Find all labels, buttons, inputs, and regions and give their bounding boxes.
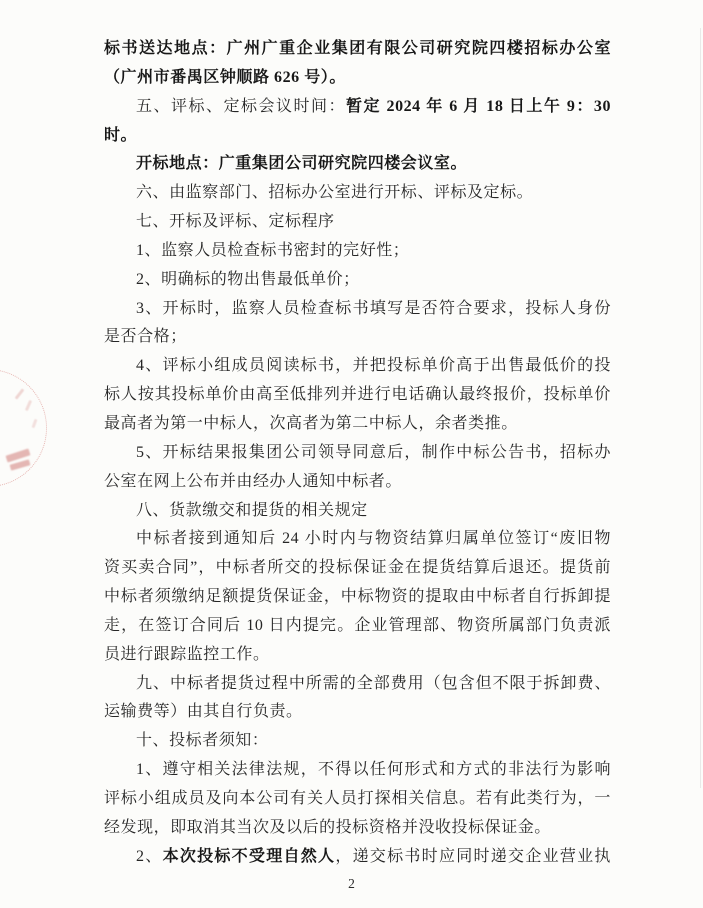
scanner-edge-artifact [700,28,701,788]
text-run: 评标小组成员及向本公司有关人员打探相关信息。若有此类行为，一 [104,789,611,807]
text-run: 运输费等）由其自行负责。 [104,703,303,721]
text-line [104,208,611,237]
text-line [104,583,611,612]
text-line [104,814,611,843]
text-line [104,612,611,641]
text-run: 员进行跟踪监控工作。 [104,645,270,663]
text-line [104,352,611,381]
text-line [104,698,611,727]
text-run: 七、开标及评标、定标程序 [136,213,335,231]
text-line [104,179,611,208]
text-run: 走，在签订合同后 10 日内提完。企业管理部、物资所属部门负责派 [104,616,611,634]
text-line [104,122,611,151]
text-line [104,497,611,526]
text-run: 六、由监察部门、招标办公室进行开标、评标及定标。 [136,184,534,202]
text-run: 2、 [136,847,163,865]
text-line [104,785,611,814]
text-run: 标人按其投标单价由高至低排列并进行电话确认最终报价，投标单价 [104,386,611,404]
text-run: 是否合格； [104,328,187,346]
red-seal-stamp [0,369,47,487]
text-run: 九、中标者提货过程中所需的全部费用（包含但不限于拆卸费、 [136,674,611,692]
text-line [104,150,611,179]
text-run: 4、评标小组成员阅读标书，并把投标单价高于出售最低价的投 [136,357,611,375]
seal-glyph-mark [32,419,38,428]
text-run: 1、监察人员检查标书密封的完好性； [136,241,410,259]
text-line [104,843,611,872]
text-run: 中标者接到通知后 24 小时内与物资结算归属单位签订“废旧物 [136,530,611,548]
document-body [104,35,611,871]
text-line [104,554,611,583]
text-run: 八、货款缴交和提货的相关规定 [136,501,368,519]
seal-glyph-mark [10,459,31,470]
text-line [104,323,611,352]
text-run: 2、明确标的物出售最低单价； [136,270,360,288]
text-line [104,410,611,439]
text-run: 最高者为第一中标人，次高者为第二中标人，余者类推。 [104,414,518,432]
text-run: ，递交标书时应同时递交企业营业执 [335,847,611,865]
text-line [104,237,611,266]
text-run: 公室在网上公布并由经办人通知中标者。 [104,472,402,490]
text-line [104,468,611,497]
text-line [104,756,611,785]
text-run: 本次投标不受理自然人 [162,847,336,865]
text-line [104,381,611,410]
text-run: 十、投标者须知： [136,732,269,750]
text-line [104,266,611,295]
text-run: （广州市番禺区钟顺路 626 号）。 [104,68,346,86]
text-line [104,670,611,699]
text-run: 3、开标时，监察人员检查标书填写是否符合要求，投标人身份 [136,299,611,317]
text-run: 资买卖合同”，中标者所交的投标保证金在提货结算后退还。提货前 [104,559,611,577]
text-run: 暂定 2024 年 6 月 18 日上午 9：30 [346,97,612,115]
text-run: 五、评标、定标会议时间： [136,97,347,115]
text-line [104,641,611,670]
text-run: 1、遵守相关法律法规，不得以任何形式和方式的非法行为影响 [136,761,611,779]
page-number: 2 [348,876,355,891]
seal-glyph-mark [25,400,32,411]
text-line [104,525,611,554]
text-run: 经发现，即取消其当次及以后的投标资格并没收投标保证金。 [104,818,551,836]
text-line [104,35,611,64]
text-run: 中标者须缴纳足额提货保证金，中标物资的提取由中标者自行拆卸提 [104,588,611,606]
text-line [104,295,611,324]
text-run: 5、开标结果报集团公司领导同意后，制作中标公告书，招标办 [136,443,611,461]
text-line [104,64,611,93]
text-run: 标书送达地点：广州广重企业集团有限公司研究院四楼招标办公室 [104,40,611,57]
text-line [104,727,611,756]
text-line [104,439,611,468]
text-run: 时。 [104,126,138,144]
seal-glyph-mark [15,388,25,399]
text-run: 开标地点：广重集团公司研究院四楼会议室。 [136,155,468,173]
text-line [104,93,611,122]
